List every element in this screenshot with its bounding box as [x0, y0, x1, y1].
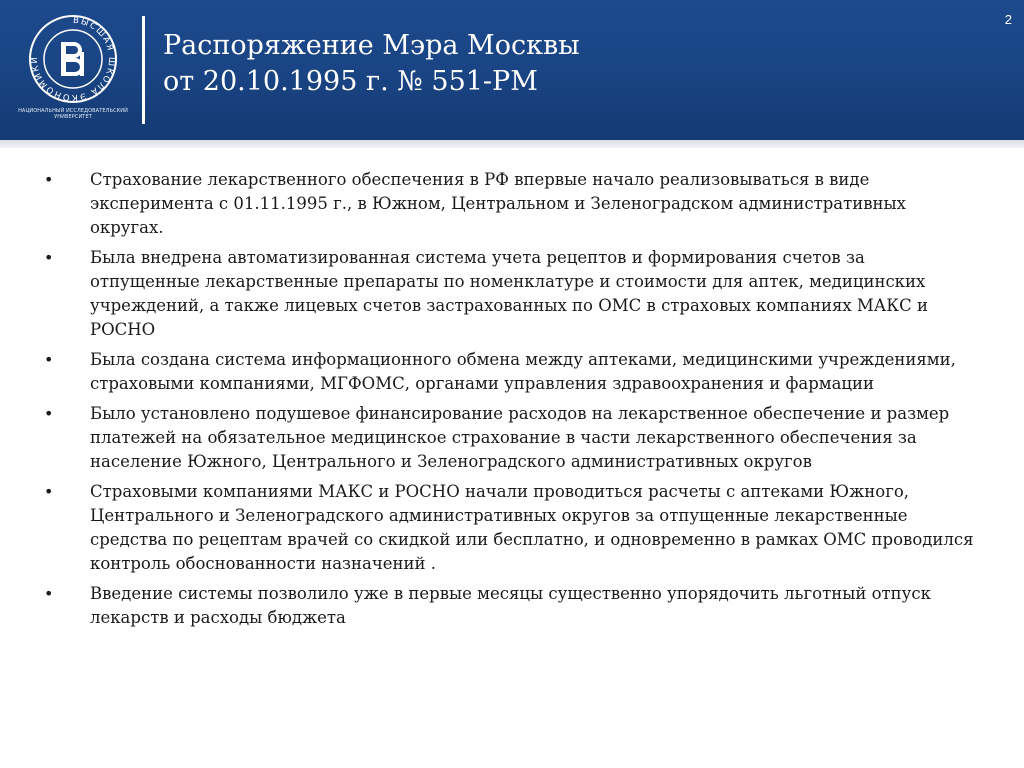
header-divider	[142, 16, 145, 124]
list-item	[44, 168, 974, 240]
list-item	[44, 348, 974, 396]
page-number: 2	[1004, 12, 1012, 27]
logo-ring-text: ВЫСШАЯ ШКОЛА ЭКОНОМИКИ	[29, 15, 117, 103]
list-item	[44, 582, 974, 630]
bullet-list	[44, 168, 974, 636]
bullet-icon: •	[44, 584, 54, 603]
list-item-text: Введение системы позволило уже в первые месяцы существенно упорядочить льготный отпуск лекарств и расходы бюджета	[90, 584, 931, 627]
slide-title-line-2: от 20.10.1995 г. № 551-РМ	[163, 66, 538, 97]
header-shadow-strip	[0, 140, 1024, 148]
bullet-icon: •	[44, 350, 54, 369]
list-item-text: Было установлено подушевое финансирование расходов на лекарственное обеспечение и размер платежей на обязательное медицинское страхование в части лекарственного обеспечения за население Южного, Центрального и Зеленоградского административных округов	[90, 404, 950, 471]
bullet-icon: •	[44, 404, 54, 423]
hse-logo	[14, 12, 132, 127]
slide-title-line-1: Распоряжение Мэра Москвы	[163, 30, 580, 61]
header-bar	[0, 0, 1024, 140]
list-item	[44, 246, 974, 342]
bullet-icon: •	[44, 248, 54, 267]
list-item	[44, 402, 974, 474]
logo-caption: НАЦИОНАЛЬНЫЙ ИССЛЕДОВАТЕЛЬСКИЙ УНИВЕРСИТЕТ	[18, 108, 128, 120]
slide-title	[163, 28, 963, 100]
list-item-text: Страховыми компаниями МАКС и РОСНО начали проводиться расчеты с аптеками Южного, Центрального и Зеленоградского административных округов за отпущенные лекарственные средства по рецептам врачей со скидкой или бесплатно, и одновременно в рамках ОМС проводился контроль обоснованности назначений .	[90, 482, 974, 573]
list-item-text: Была внедрена автоматизированная система учета рецептов и формирования счетов за отпущенные лекарственные препараты по номенклатуре и стоимости для аптек, медицинских учреждений, а также лицевых счетов застрахованных по ОМС в страховых компаниях МАКС и РОСНО	[90, 248, 928, 339]
list-item	[44, 480, 974, 576]
bullet-icon: •	[44, 482, 54, 501]
bullet-icon: •	[44, 170, 54, 189]
list-item-text: Страхование лекарственного обеспечения в РФ впервые начало реализовываться в виде эксперимента с 01.11.1995 г., в Южном, Центральном и Зеленоградском административных округах.	[90, 170, 906, 237]
list-item-text: Была создана система информационного обмена между аптеками, медицинскими учреждениями, страховыми компаниями, МГФОМС, органами управления здравоохранения и фармации	[90, 350, 956, 393]
hse-emblem-icon	[14, 12, 132, 106]
